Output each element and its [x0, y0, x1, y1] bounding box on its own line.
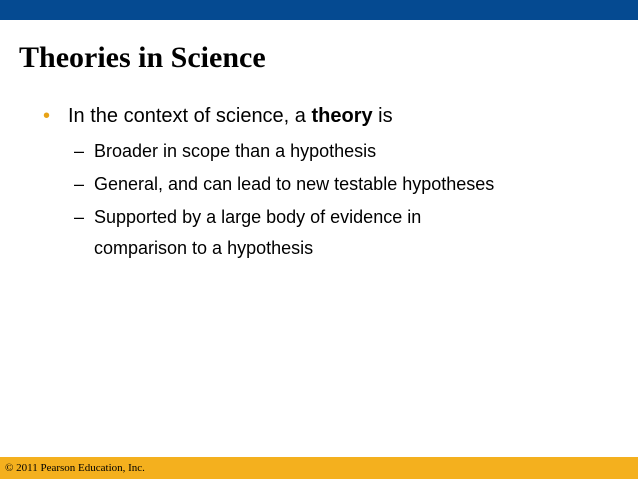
sub-bullet-item — [74, 169, 494, 199]
dash-icon: – — [74, 174, 85, 194]
sub-bullet-text: General, and can lead to new testable hypotheses — [94, 174, 495, 194]
footer-banner — [0, 457, 638, 479]
sub-bullet-text — [94, 202, 421, 264]
dash-icon: – — [74, 141, 85, 161]
copyright-text: © 2011 Pearson Education, Inc. — [5, 462, 145, 474]
sub-bullet-text: Broader in scope than a hypothesis — [94, 141, 377, 161]
bullet-text-suffix: is — [372, 105, 393, 127]
sub-bullet-item — [74, 202, 421, 264]
dash-icon: – — [74, 207, 85, 227]
bullet-text-prefix: In the context of science, a — [68, 105, 312, 127]
bullet-item — [43, 101, 393, 131]
sub-bullet-item — [74, 136, 376, 166]
sub-bullet-line-1: Supported by a large body of evidence in — [94, 207, 422, 227]
bullet-dot-icon: • — [43, 105, 51, 127]
bullet-text-bold: theory — [311, 105, 373, 127]
slide-title: Theories in Science — [19, 41, 266, 74]
top-banner — [0, 0, 638, 20]
sub-bullet-line-2: comparison to a hypothesis — [94, 238, 314, 258]
